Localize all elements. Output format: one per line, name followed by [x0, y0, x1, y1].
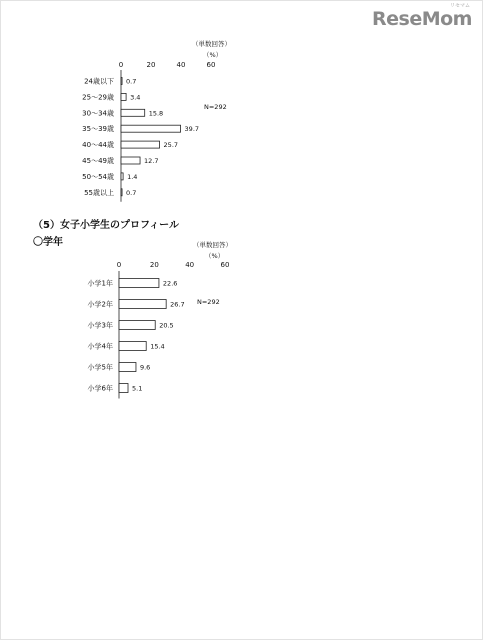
unit-label: （単数回答）	[193, 241, 232, 249]
value-label: 9.6	[139, 363, 151, 372]
category-label: 小学5年	[87, 363, 113, 372]
tick-label: 20	[146, 61, 156, 69]
n-label: N=292	[204, 103, 227, 111]
value-label: 25.7	[163, 141, 179, 150]
value-label: 5.1	[132, 384, 143, 393]
value-label: 15.8	[148, 109, 164, 118]
value-label: 0.7	[126, 188, 137, 197]
category-label: 小学6年	[87, 384, 113, 393]
category-label: 小学1年	[87, 279, 113, 288]
value-label: 1.4	[127, 172, 138, 181]
tick-label: 60	[206, 61, 216, 69]
n-label: N=292	[197, 298, 220, 306]
value-label: 3.4	[130, 93, 141, 102]
bar	[119, 321, 155, 330]
value-label: 20.5	[159, 321, 174, 330]
category-label: 24歳以下	[84, 77, 114, 86]
category-label: 小学3年	[87, 321, 113, 330]
category-label: 35～39歳	[82, 125, 114, 134]
tick-label: 40	[176, 61, 186, 69]
category-label: 40～44歳	[82, 141, 114, 150]
bar	[119, 363, 136, 372]
logo-ruby: リセマム	[450, 3, 470, 9]
category-label: 30～34歳	[82, 109, 114, 118]
section-title: （5）女子小学生のプロフィール	[33, 220, 179, 231]
logo-text: ReseMom	[372, 8, 472, 30]
category-label: 25～29歳	[82, 93, 114, 102]
category-label: 小学4年	[87, 342, 113, 351]
category-label: 50～54歳	[82, 172, 114, 181]
value-label: 15.4	[150, 342, 165, 351]
tick-label: 0	[116, 261, 122, 269]
bar	[119, 279, 159, 288]
unit-label: （単数回答）	[192, 40, 231, 48]
tick-label: 20	[149, 261, 159, 269]
value-label: 22.6	[162, 279, 178, 288]
bar	[119, 300, 166, 309]
value-label: 0.7	[126, 77, 137, 86]
category-label: 55歳以上	[84, 188, 114, 197]
value-label: 26.7	[170, 300, 185, 309]
axis-unit-label: （%）	[203, 51, 223, 59]
bar	[119, 342, 146, 351]
axis-unit-label: （%）	[205, 252, 225, 260]
tick-label: 60	[220, 261, 230, 269]
value-label: 39.7	[184, 125, 200, 134]
bar	[119, 384, 128, 393]
value-label: 12.7	[144, 157, 159, 165]
category-label: 45～49歳	[82, 157, 114, 165]
section-subtitle: 〇学年	[33, 237, 63, 248]
tick-label: 0	[118, 61, 124, 69]
tick-label: 40	[185, 261, 195, 269]
category-label: 小学2年	[87, 300, 113, 309]
